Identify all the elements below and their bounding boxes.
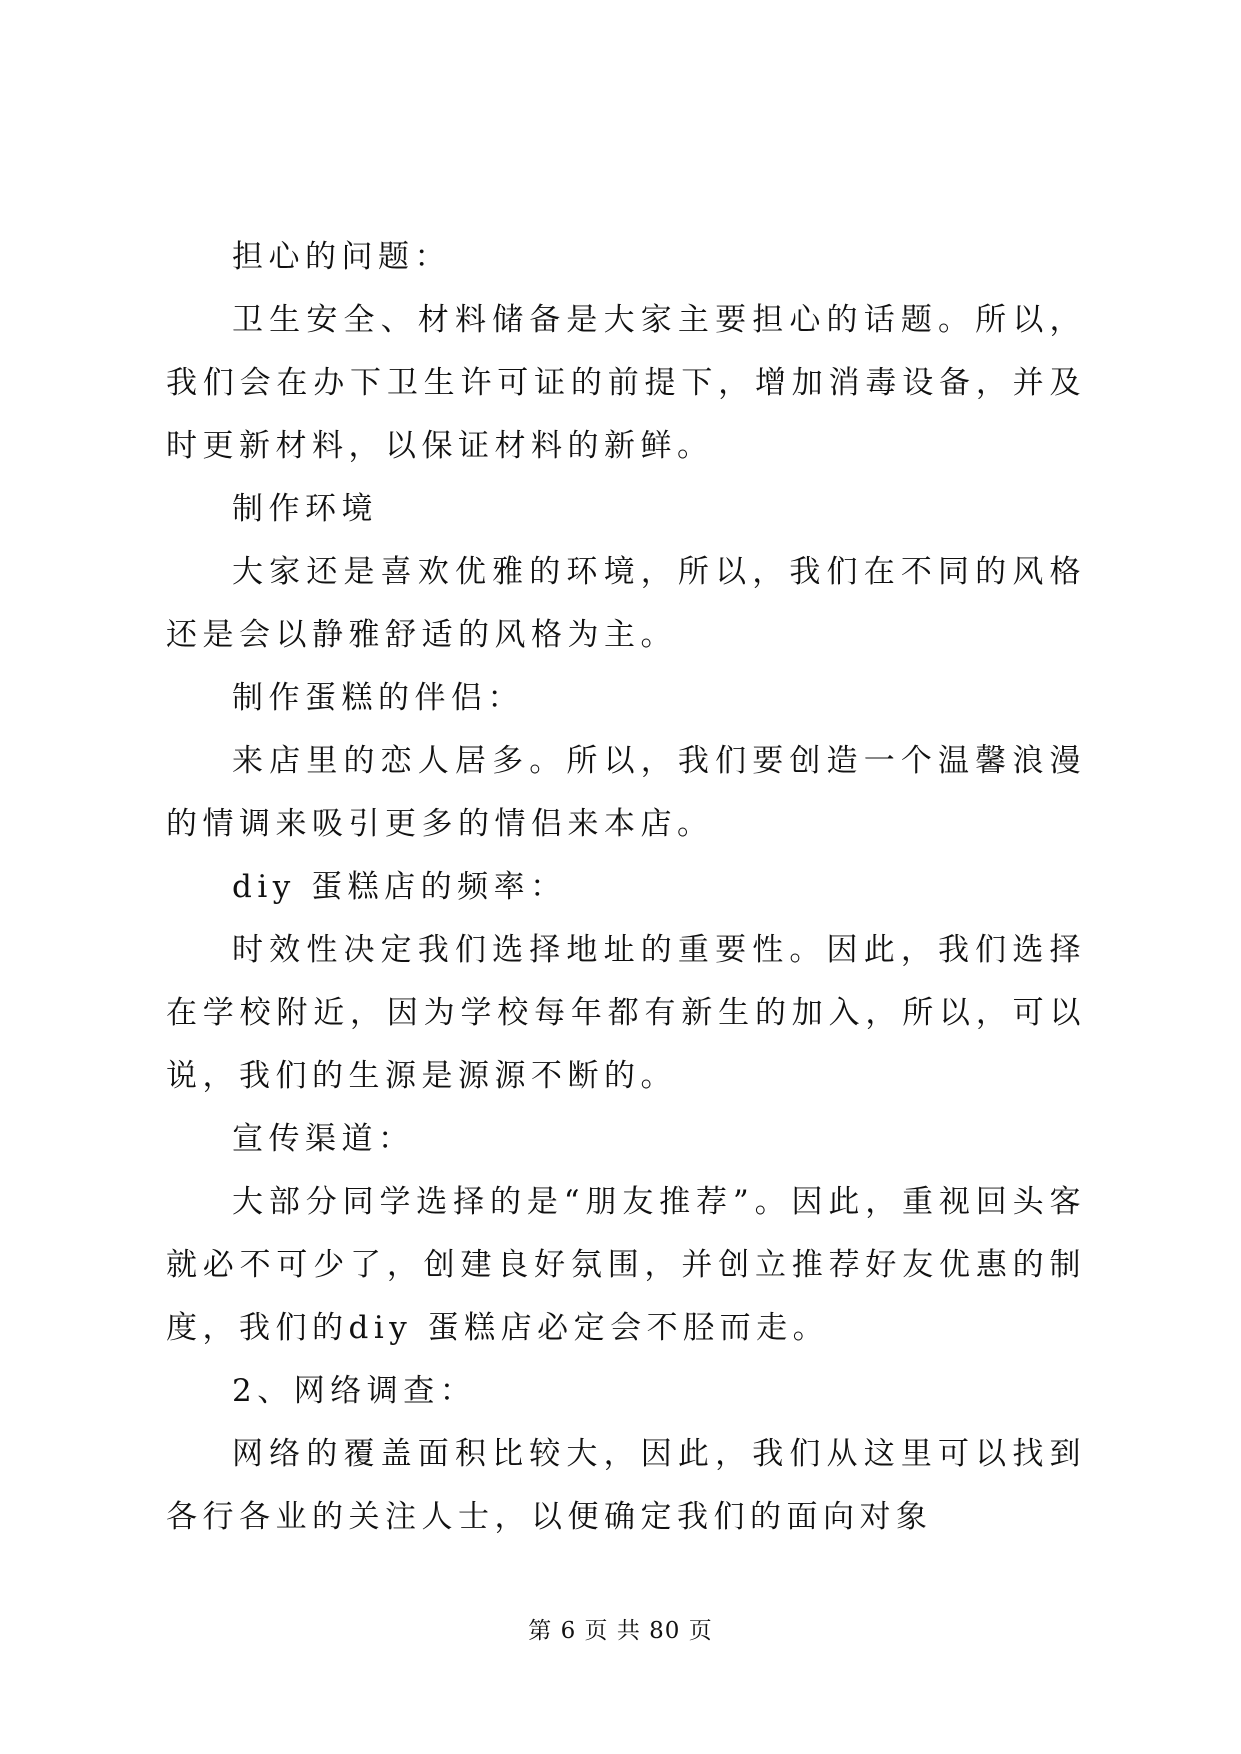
paragraph-partner-heading: 制作蛋糕的伴侣： xyxy=(232,680,524,716)
paragraph-frequency-heading: diy 蛋糕店的频率： xyxy=(232,869,567,905)
paragraph-concerns-heading: 担心的问题： xyxy=(232,239,451,275)
paragraph-channels-heading: 宣传渠道： xyxy=(232,1121,415,1157)
page-number-footer: 第 6 页 共 80 页 xyxy=(528,1618,713,1644)
paragraph-environment: 大家还是喜欢优雅的环境，所以，我们在不同的风格还是会以静雅舒适的风格为主。 xyxy=(166,554,1086,653)
paragraph-partner: 来店里的恋人居多。所以，我们要创造一个温馨浪漫的情调来吸引更多的情侣来本店。 xyxy=(166,743,1086,842)
paragraph-hygiene: 卫生安全、材料储备是大家主要担心的话题。所以，我们会在办下卫生许可证的前提下，增加消毒设备，并及时更新材料，以保证材料的新鲜。 xyxy=(166,302,1086,464)
paragraph-frequency: 时效性决定我们选择地址的重要性。因此，我们选择在学校附近，因为学校每年都有新生的加入，所以，可以说，我们的生源是源源不断的。 xyxy=(166,932,1086,1094)
paragraph-online-survey: 网络的覆盖面积比较大，因此，我们从这里可以找到各行各业的关注人士，以便确定我们的面向对象 xyxy=(166,1436,1086,1535)
paragraph-channels: 大部分同学选择的是“朋友推荐”。因此，重视回头客就必不可少了，创建良好氛围，并创立推荐好友优惠的制度，我们的diy 蛋糕店必定会不胫而走。 xyxy=(166,1184,1086,1346)
paragraph-online-survey-heading: 2、网络调查： xyxy=(232,1373,477,1409)
paragraph-environment-heading: 制作环境 xyxy=(232,491,378,527)
body-text xyxy=(166,226,1086,1549)
